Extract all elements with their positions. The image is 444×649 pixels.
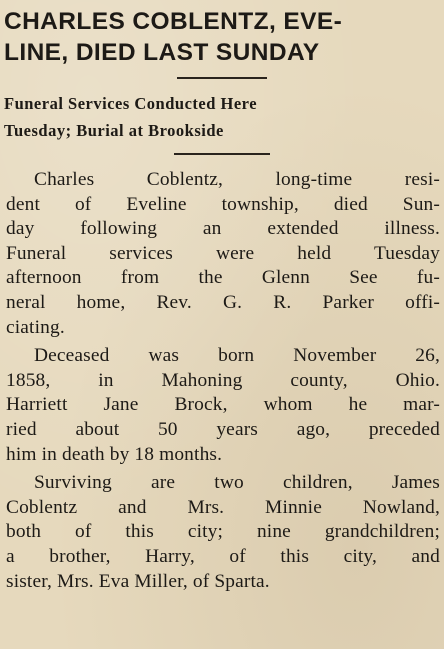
subheadline-line: Tuesday; Burial at Brookside [4, 121, 224, 140]
paragraph [6, 168, 440, 340]
text-line: day following an extended illness. [6, 218, 440, 240]
divider-rule [174, 153, 270, 155]
paragraph [6, 344, 440, 467]
subheadline [4, 90, 440, 144]
headline-line: CHARLES COBLENTZ, EVE- [4, 8, 343, 35]
text-line: Surviving are two children, James [34, 472, 440, 494]
text-line: Funeral services were held Tuesday [6, 242, 440, 264]
text-line: both of this city; nine grandchildren; [6, 521, 440, 543]
article-body [4, 168, 440, 594]
subheadline-line: Funeral Services Conducted Here [4, 94, 258, 113]
text-line: ciating. [6, 316, 65, 338]
text-line: Harriett Jane Brock, whom he mar- [6, 394, 440, 416]
text-line: neral home, Rev. G. R. Parker offi- [6, 291, 440, 313]
headline-line: LINE, DIED LAST SUNDAY [4, 39, 320, 66]
text-line: dent of Eveline township, died Sun- [6, 193, 440, 215]
text-line: Coblentz and Mrs. Minnie Nowland, [6, 496, 440, 518]
text-line: 1858, in Mahoning county, Ohio. [6, 369, 440, 391]
text-line: him in death by 18 months. [6, 443, 223, 465]
headline [4, 6, 440, 68]
text-line: a brother, Harry, of this city, and [6, 545, 440, 567]
text-line: Charles Coblentz, long-time resi- [34, 169, 440, 190]
paragraph [6, 471, 440, 594]
text-line: Deceased was born November 26, [34, 345, 440, 367]
text-line: afternoon from the Glenn See fu- [6, 267, 440, 289]
text-line: sister, Mrs. Eva Miller, of Sparta. [6, 570, 270, 592]
divider-rule [177, 77, 267, 79]
text-line: ried about 50 years ago, preceded [6, 418, 440, 440]
